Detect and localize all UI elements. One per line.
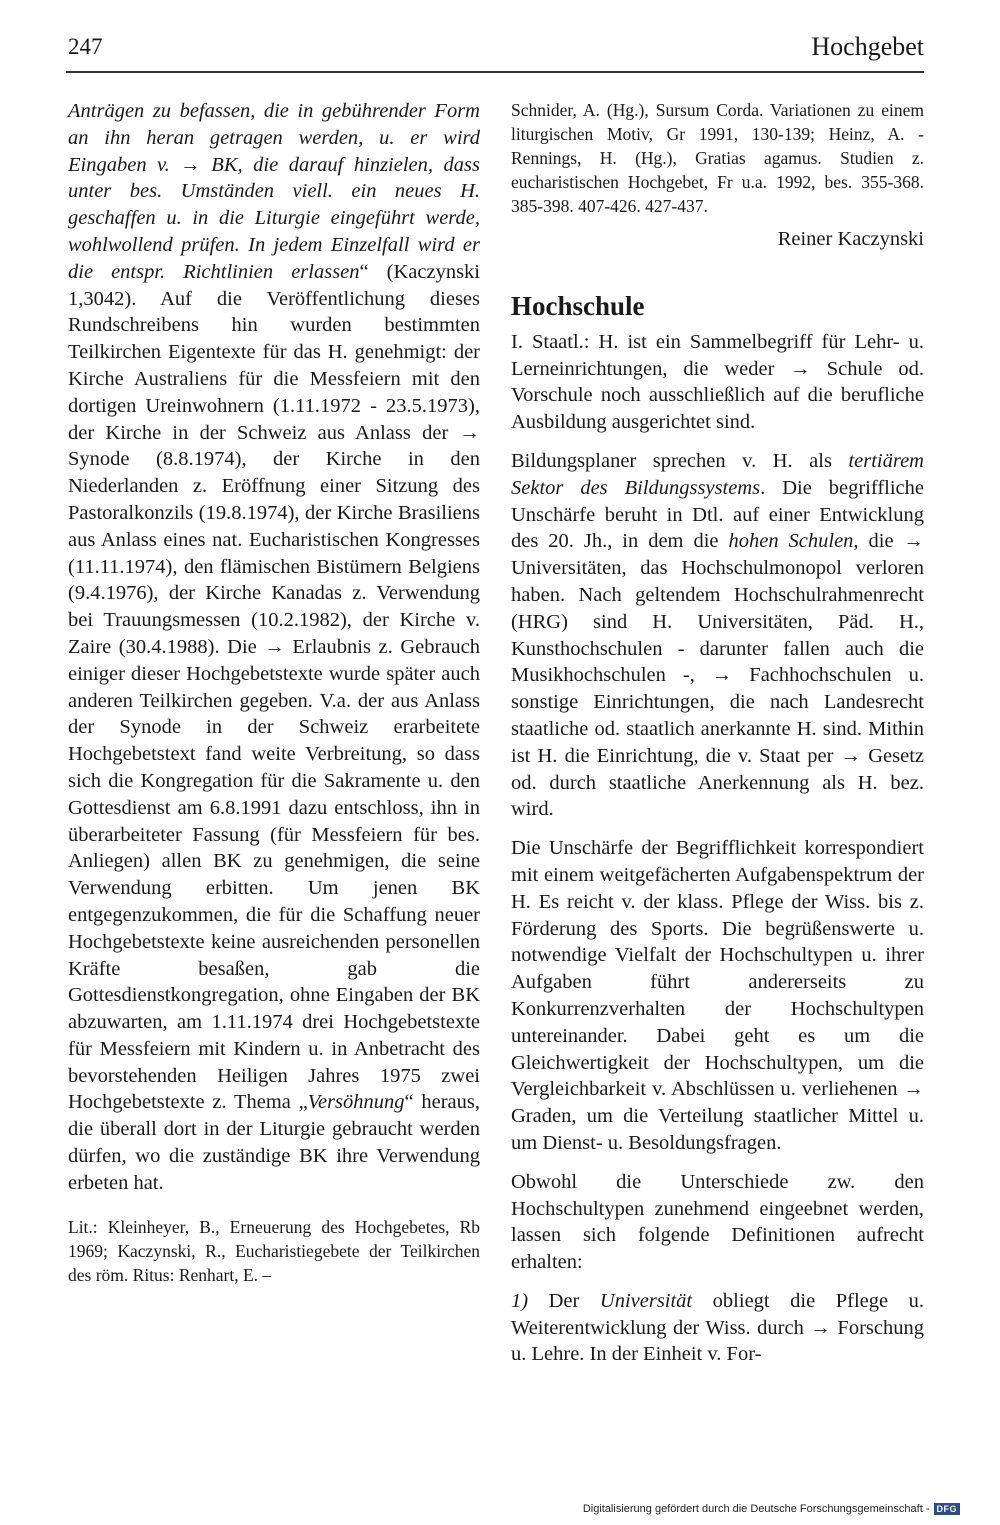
section-title: Hochschule xyxy=(511,290,645,321)
running-head: Hochgebet xyxy=(811,32,924,61)
paragraph: Bildungsplaner sprechen v. H. als tertiärem Sektor des Bildungssystems. Die begriffliche Unschärfe beruht in Dtl. auf einer Entwicklung des 20. Jh., in dem die hohen Schulen, die → Universitäten, das Hochschulmonopol verloren haben. Nach geltendem Hochschulrahmenrecht (HRG) sind H. Universitäten, Päd. H., Kunsthochschulen - darunter fallen auch die Musikhochschulen -, → Fachhochschulen u. sonstige Einrichtungen, die nach Landesrecht staatliche od. staatlich anerkannte H. sind. Mithin ist H. die Einrichtung, die v. Staat per → Gesetz od. durch staatliche Anerkennung als H. bez. wird. xyxy=(511,449,925,821)
page-number: 247 xyxy=(68,34,103,59)
literature-continued: Schnider, A. (Hg.), Sursum Corda. Variationen zu einem liturgischen Motiv, Gr 1991, 130-139; Heinz, A. - Rennings, H. (Hg.), Gratias agamus. Studien z. eucharistischen Hochgebet, Fr u.a. 1992, bes. 355-368. 385-398. 407-426. 427-437. xyxy=(511,100,924,216)
paragraph-main: Anträgen zu befassen, die in gebührender Form an ihn heran getragen werden, u. er wird Eingaben v. → BK, die darauf hinzielen, dass unter bes. Umständen viell. ein neues H. geschaffen u. in die Liturgie eingeführt werde, wohlwollend prüfen. In jedem Einzelfall wird er die entspr. Richtlinien erlassen“ (Kaczynski 1,3042). Auf die Veröffentlichung dieses Rundschreibens hin wurden bestimmten Teilkirchen Eigentexte für das H. genehmigt: der Kirche Australiens für die Messfeiern mit den dortigen Ureinwohnern (1.11.1972 - 23.5.1973), der Kirche in der Schweiz aus Anlass der → Synode (8.8.1974), der Kirche in den Niederlanden z. Eröffnung einer Sitzung des Pastoralkonzils (19.8.1974), der Kirche Brasiliens aus Anlass eines nat. Eucharistischen Kongresses (11.11.1974), den flämischen Bistümern Belgiens (9.4.1976), der Kirche Kanadas z. Verwendung bei Trauungsmessen (10.2.1982), der Kirche v. Zaire (30.4.1988). Die → Erlaubnis z. Gebrauch einiger dieser Hochgebetstexte wurde später auch anderen Teilkirchen gegeben. V.a. der aus Anlass der Synode in der Schweiz erarbeitete Hochgebetstext fand weite Verbreitung, so dass sich die Kongregation für die Sakramente u. den Gottesdienst am 6.8.1991 dazu entschloss, ihn in überarbeiteter Fassung (für Messfeiern für bes. Anliegen) allen BK zu genehmigen, die seine Verwendung erbitten. Um jenen BK entgegenzukommen, die für die Schaffung neuer Hochgebetstexte keine ausreichenden personellen Kräfte besaßen, gab die Gottesdienstkongregation, ohne Eingaben der BK abzuwarten, am 1.11.1974 drei Hochgebetstexte für Messfeiern mit Kindern u. in Anbetracht des bevorstehenden Heiligen Jahres 1975 zwei Hochgebetstexte z. Thema „Versöhnung“ heraus, die überall dort in der Liturgie gebraucht werden dürfen, wo die zuständige BK ihre Verwendung erbeten hat. xyxy=(68,100,480,1194)
dfg-logo: DFG xyxy=(934,1503,961,1515)
paragraph: Obwohl die Unterschiede zw. den Hochschultypen zunehmend eingeebnet werden, lassen sich folgende Definitionen aufrecht erhalten: xyxy=(511,1170,924,1274)
right-column xyxy=(511,98,924,1368)
left-column xyxy=(68,98,480,1287)
header-rule xyxy=(66,71,924,73)
footer-credit xyxy=(583,1503,960,1515)
paragraph: 1) Der Universität obliegt die Pflege u. Weiterentwicklung der Wiss. durch → Forschung u. Lehre. In der Einheit v. For- xyxy=(511,1289,925,1366)
paragraph: I. Staatl.: H. ist ein Sammelbegriff für Lehr- u. Lerneinrichtungen, die weder → Schule od. Vorschule noch ausschließlich auf die berufliche Ausbildung ausgerichtet sind. xyxy=(511,330,924,434)
literature-paragraph: Lit.: Kleinheyer, B., Erneuerung des Hochgebetes, Rb 1969; Kaczynski, R., Eucharistiegebete der Teilkirchen des röm. Ritus: Renhart, E. – xyxy=(68,1216,480,1285)
footer-credit-text: Digitalisierung gefördert durch die Deutsche Forschungsgemeinschaft - xyxy=(582,1503,930,1515)
author-signature: Reiner Kaczynski xyxy=(777,228,924,250)
paragraph: Die Unschärfe der Begrifflichkeit korrespondiert mit einem weitgefächerten Aufgabenspektrum der H. Es reicht v. der klass. Pflege der Wiss. bis z. Förderung des Sports. Die begrüßenswerte u. notwendige Vielfalt der Hochschultypen u. ihrer Aufgaben führt andererseits zu Konkurrenzverhalten der Hochschultypen untereinander. Dabei geht es um die Gleichwertigkeit der Hochschultypen, um die Vergleichbarkeit v. Abschlüssen u. verliehenen → Graden, um die Verteilung staatlicher Mittel u. um Dienst- u. Besoldungsfragen. xyxy=(511,837,924,1154)
